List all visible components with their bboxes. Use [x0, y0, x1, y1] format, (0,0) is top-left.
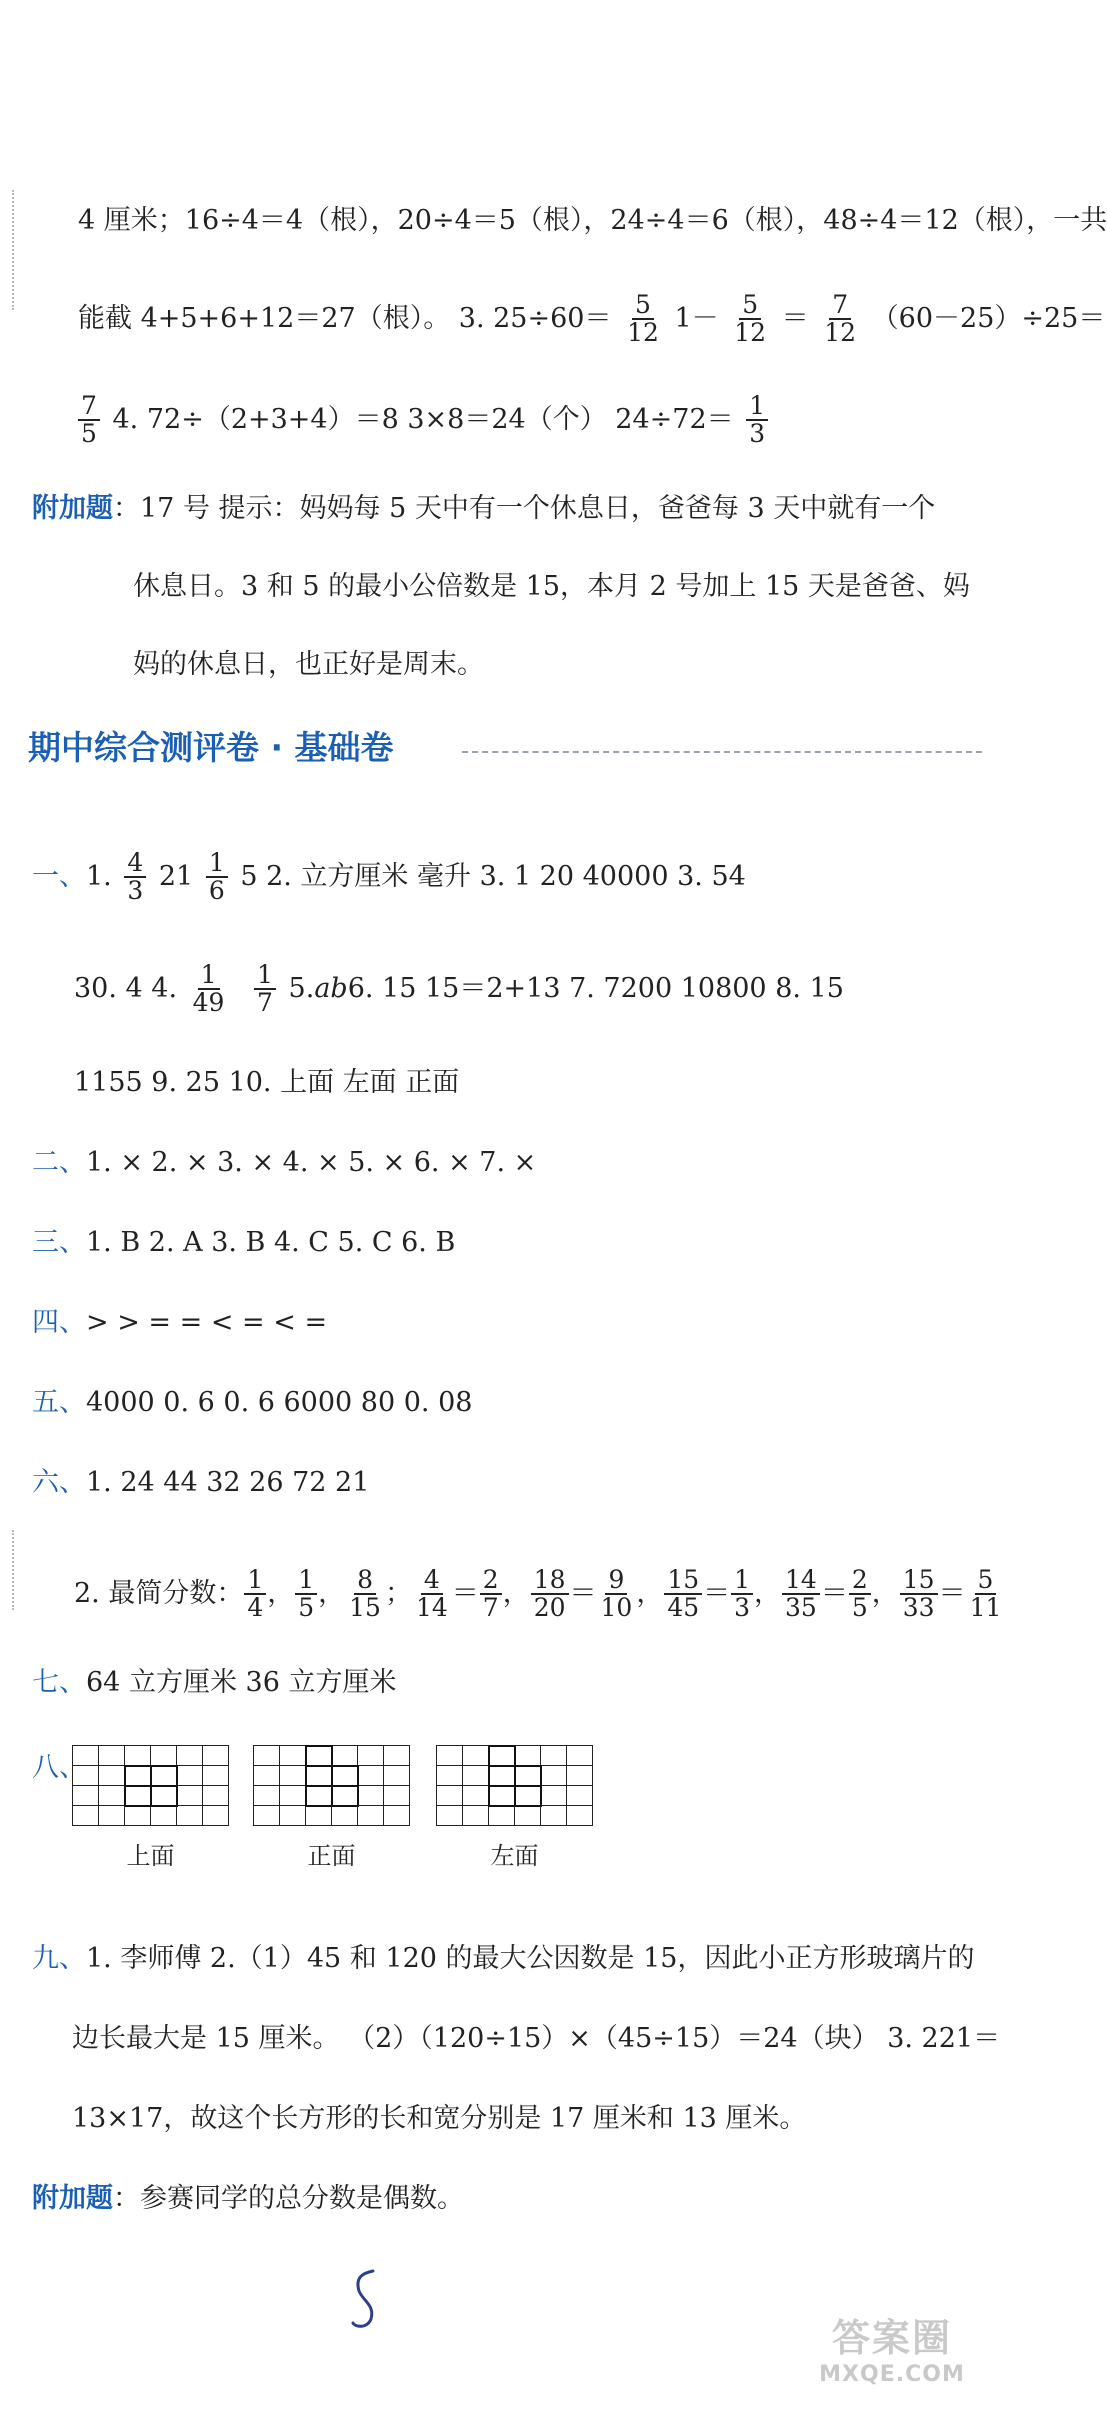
q4-label: 四、 — [32, 1306, 86, 1338]
q1-text: 1. — [86, 861, 112, 893]
q1-text: 1155 9. 25 10. 上面 左面 正面 — [74, 1066, 460, 1098]
q6-line — [32, 1462, 1000, 1503]
grid-cell — [437, 1786, 463, 1806]
fraction: $\frac{7}{5}$ — [78, 393, 100, 448]
q1-line — [32, 850, 1000, 905]
q4-text: > > = = < = < = — [86, 1306, 328, 1338]
answer-text: 4 厘米；16÷4＝4（根），20÷4＝5（根），24÷4＝6（根），48÷4＝12（根），一共 — [78, 204, 1107, 236]
grid-cell — [332, 1806, 358, 1826]
fraction: $\frac{1}{6}$ — [206, 850, 228, 905]
section-title: 期中综合测评卷 · 基础卷 — [28, 728, 394, 767]
q1-line — [74, 962, 1000, 1017]
grid-cell — [463, 1746, 489, 1766]
q5-line — [32, 1382, 1000, 1423]
grid-cell — [437, 1806, 463, 1826]
bonus-text: 休息日。3 和 5 的最小公倍数是 15，本月 2 号加上 15 天是爸爸、妈 — [133, 570, 970, 602]
view-grid-front — [253, 1745, 410, 1871]
grid-cell — [384, 1766, 410, 1786]
grid-cell — [306, 1766, 332, 1786]
fraction: $\frac{2}{5}$ — [849, 1567, 871, 1622]
grid-cell — [73, 1786, 99, 1806]
q2-text: 1. × 2. × 3. × 4. × 5. × 6. × 7. × — [86, 1146, 537, 1178]
fraction-separator: ， — [871, 1578, 899, 1610]
q1-text-italic: ab — [314, 973, 348, 1005]
fraction: $\frac{5}{11}$ — [969, 1565, 1002, 1623]
q1-text: 5. — [288, 973, 315, 1005]
answer-text: 1－ — [674, 303, 719, 335]
q6-text: 1. 24 44 32 26 72 21 — [86, 1466, 370, 1498]
grid-cell — [541, 1766, 567, 1786]
q9-label: 九、 — [32, 1942, 86, 1974]
grid-cell — [567, 1746, 593, 1766]
grid-cell — [463, 1786, 489, 1806]
q6-fraction-line — [74, 1567, 1000, 1622]
grid-cell — [254, 1746, 280, 1766]
grid-cell — [515, 1786, 541, 1806]
grid-cell — [254, 1766, 280, 1786]
grid-cell — [489, 1746, 515, 1766]
q1-label: 一、 — [32, 861, 86, 893]
fraction: $\frac{1}{3}$ — [731, 1567, 753, 1622]
grid-cell — [151, 1806, 177, 1826]
grid-cell — [358, 1766, 384, 1786]
fraction-separator: ， — [502, 1578, 530, 1610]
grid-cell — [99, 1786, 125, 1806]
grid-cell — [515, 1746, 541, 1766]
grid-cell — [463, 1806, 489, 1826]
grid-cell — [254, 1786, 280, 1806]
fraction-separator: ， — [318, 1578, 346, 1610]
grid-cell — [384, 1746, 410, 1766]
grid-cell — [73, 1746, 99, 1766]
fraction: $\frac{18}{20}$ — [531, 1567, 569, 1622]
bonus-label: 附加题 — [32, 492, 113, 524]
grid-cell — [358, 1786, 384, 1806]
q3-label: 三、 — [32, 1226, 86, 1258]
grid-cell — [489, 1766, 515, 1786]
q6-label: 六、 — [32, 1466, 86, 1498]
grid-cell — [306, 1786, 332, 1806]
page-number-mark — [345, 2265, 385, 2335]
q9-line — [32, 1938, 1000, 1979]
grid-cell — [541, 1746, 567, 1766]
grid-cell — [73, 1766, 99, 1786]
watermark-sub: MXQE.COM — [819, 2362, 965, 2387]
answer-text: 能截 4+5+6+12＝27（根）。 3. 25÷60＝ — [78, 303, 612, 335]
bonus-line — [133, 644, 1000, 685]
grid-cell — [332, 1766, 358, 1786]
grid-cell — [280, 1746, 306, 1766]
answer-line — [78, 200, 1107, 241]
q9-text: 13×17，故这个长方形的长和宽分别是 17 厘米和 13 厘米。 — [72, 2102, 807, 2134]
fraction: $\frac{1}{3}$ — [746, 393, 768, 448]
grid-cell — [515, 1806, 541, 1826]
fraction: $\frac{4}{3}$ — [124, 850, 146, 905]
q6-text: 2. 最简分数： — [74, 1578, 244, 1610]
fraction: $\frac{1}{49}$ — [192, 960, 225, 1018]
section-divider — [462, 751, 982, 753]
grid-cell — [125, 1766, 151, 1786]
answer-line — [78, 290, 1106, 348]
q9-text: 边长最大是 15 厘米。 （2）（120÷15）×（45÷15）＝24（块） 3. 221＝ — [72, 2022, 1001, 2054]
q3-text: 1. B 2. A 3. B 4. C 5. C 6. B — [86, 1226, 456, 1258]
fraction-separator: ， — [267, 1578, 295, 1610]
bonus2-label: 附加题 — [32, 2182, 113, 2214]
grid-cell — [177, 1746, 203, 1766]
grid-cell — [177, 1786, 203, 1806]
bonus-line — [32, 488, 1000, 529]
fraction: $\frac{2}{7}$ — [480, 1567, 502, 1622]
fraction-separator: ＝ — [569, 1578, 597, 1610]
grid-cell — [99, 1806, 125, 1826]
q1-text: 5 2. 立方厘米 毫升 3. 1 20 40000 3. 54 — [240, 861, 746, 893]
bonus2-text: ：参赛同学的总分数是偶数。 — [113, 2182, 464, 2214]
fraction: $\frac{9}{10}$ — [600, 1565, 633, 1623]
fraction: $\frac{5}{12}$ — [627, 290, 659, 348]
fraction: $\frac{5}{12}$ — [734, 290, 767, 348]
fraction: $\frac{15}{33}$ — [900, 1567, 938, 1622]
grid-cell — [125, 1746, 151, 1766]
fraction: $\frac{14}{35}$ — [782, 1567, 820, 1622]
watermark-logo — [802, 2307, 982, 2397]
q2-line — [32, 1142, 1000, 1183]
q1-text: 21 — [158, 861, 194, 893]
grid-cell — [203, 1746, 229, 1766]
grid — [436, 1745, 593, 1826]
q1-line — [74, 1062, 1000, 1103]
fraction: $\frac{1}{5}$ — [295, 1567, 317, 1622]
fraction: $\frac{8}{15}$ — [349, 1565, 381, 1623]
grid-cell — [151, 1766, 177, 1786]
watermark-main: 答案圈 — [831, 2316, 952, 2360]
grid-cell — [177, 1806, 203, 1826]
grid-cell — [99, 1766, 125, 1786]
fraction-separator: ； — [384, 1578, 412, 1610]
grid-cell — [358, 1746, 384, 1766]
q7-line — [32, 1662, 1000, 1703]
fraction: $\frac{4}{14}$ — [415, 1565, 448, 1623]
grid-cell — [203, 1766, 229, 1786]
q8-label: 八、 — [32, 1751, 86, 1783]
grid-cell — [306, 1746, 332, 1766]
grid-cell — [567, 1806, 593, 1826]
answer-text: 4. 72÷（2+3+4）＝8 3×8＝24（个） 24÷72＝ — [112, 404, 734, 436]
fraction: $\frac{7}{12}$ — [824, 290, 857, 348]
bonus2-line — [32, 2178, 1000, 2219]
fraction-separator: ， — [636, 1578, 664, 1610]
fraction: $\frac{15}{45}$ — [664, 1567, 702, 1622]
grid-cell — [306, 1806, 332, 1826]
grid-cell — [384, 1806, 410, 1826]
fraction-separator: ＝ — [938, 1578, 966, 1610]
grid-label: 上面 — [126, 1842, 175, 1870]
grid-cell — [280, 1806, 306, 1826]
q5-text: 4000 0. 6 0. 6 6000 80 0. 08 — [86, 1386, 473, 1418]
answer-text: （60－25）÷25＝ — [871, 303, 1106, 335]
answer-line — [74, 393, 1000, 448]
view-grid-top — [72, 1745, 229, 1871]
grid-cell — [567, 1786, 593, 1806]
q9-text: 1. 李师傅 2.（1）45 和 120 的最大公因数是 15，因此小正方形玻璃片的 — [86, 1942, 975, 1974]
simplest-fractions — [243, 1565, 1005, 1623]
grid-cell — [437, 1746, 463, 1766]
fraction: $\frac{1}{4}$ — [244, 1567, 266, 1622]
fraction-separator: ＝ — [451, 1578, 479, 1610]
grid-label: 左面 — [490, 1842, 539, 1870]
q1-text: 30. 4 4. — [74, 973, 178, 1005]
grid — [253, 1745, 410, 1826]
grid-cell — [489, 1806, 515, 1826]
grid-label: 正面 — [307, 1842, 356, 1870]
grid-cell — [463, 1766, 489, 1786]
grid-cell — [203, 1806, 229, 1826]
grid-cell — [151, 1746, 177, 1766]
grid-cell — [177, 1766, 203, 1786]
grid-cell — [280, 1766, 306, 1786]
q3-line — [32, 1222, 1000, 1263]
grid-cell — [567, 1766, 593, 1786]
q7-label: 七、 — [32, 1666, 86, 1698]
q5-label: 五、 — [32, 1386, 86, 1418]
grid-cell — [384, 1786, 410, 1806]
grid-cell — [99, 1746, 125, 1766]
answer-text: ＝ — [781, 303, 809, 335]
grid-cell — [73, 1806, 99, 1826]
grid-cell — [541, 1786, 567, 1806]
bonus-text: ：17 号 提示：妈妈每 5 天中有一个休息日，爸爸每 3 天中就有一个 — [113, 492, 936, 524]
bonus-line — [133, 566, 1000, 607]
margin-mark — [12, 1530, 14, 1610]
grid-cell — [280, 1786, 306, 1806]
grid-cell — [358, 1806, 384, 1826]
margin-mark — [12, 190, 14, 310]
grid-cell — [332, 1746, 358, 1766]
grid-cell — [151, 1786, 177, 1806]
q2-label: 二、 — [32, 1146, 86, 1178]
grid-cell — [332, 1786, 358, 1806]
grid — [72, 1745, 229, 1826]
q1-text: 6. 15 15＝2+13 7. 7200 10800 8. 15 — [347, 973, 844, 1005]
q7-text: 64 立方厘米 36 立方厘米 — [86, 1666, 397, 1698]
fraction-separator: ＝ — [703, 1578, 731, 1610]
bonus-text: 妈的休息日，也正好是周末。 — [133, 648, 484, 680]
q4-line — [32, 1302, 1000, 1343]
fraction-separator: ＝ — [820, 1578, 848, 1610]
grid-cell — [541, 1806, 567, 1826]
q9-line — [72, 2098, 1000, 2139]
grid-cell — [125, 1806, 151, 1826]
grid-cell — [203, 1786, 229, 1806]
grid-cell — [437, 1766, 463, 1786]
grid-cell — [125, 1786, 151, 1806]
grid-cell — [515, 1766, 541, 1786]
q9-line — [72, 2018, 1000, 2059]
grid-cell — [254, 1806, 280, 1826]
grid-cell — [489, 1786, 515, 1806]
view-grid-left — [436, 1745, 593, 1871]
fraction-separator: ， — [754, 1578, 782, 1610]
fraction: $\frac{1}{7}$ — [254, 962, 276, 1017]
